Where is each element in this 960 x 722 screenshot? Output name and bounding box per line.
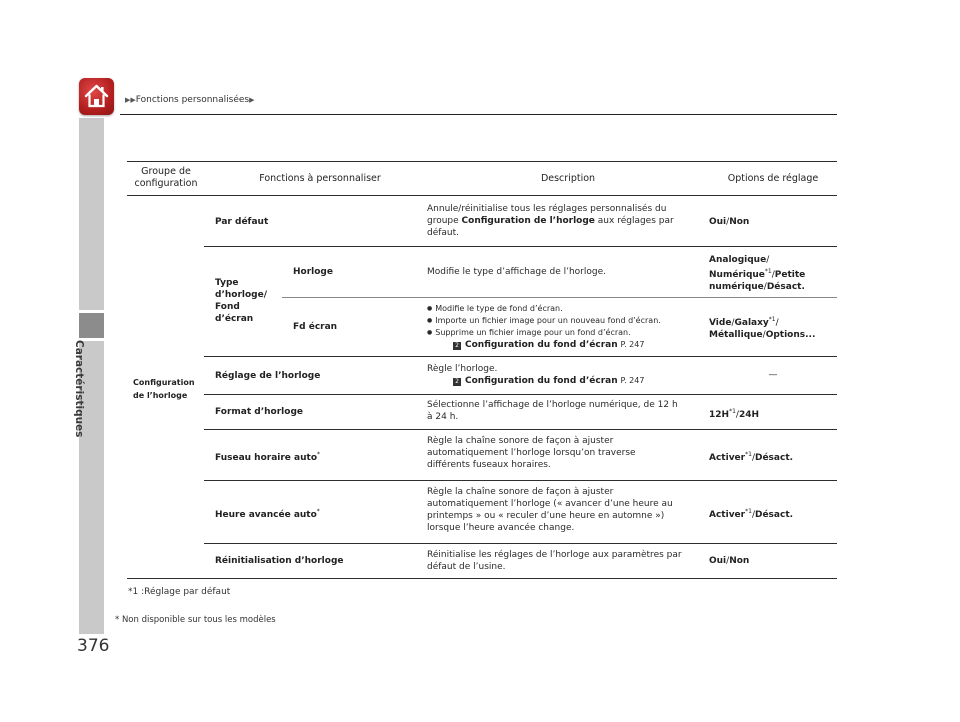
reference-link[interactable]: 2 Configuration du fond d’écran P. 247 — [427, 339, 709, 351]
reference-arrow-icon: 2 — [453, 342, 461, 350]
settings-table — [127, 161, 837, 579]
table-top-rule — [127, 161, 837, 162]
row-auto-dst-options: Activer$^{*1}$/Désact. — [709, 508, 794, 520]
row-clock-options: Analogique/ Numérique$^{*1}$/Petite numérique/Désact. — [709, 255, 806, 292]
row-reset-options: Oui/Non — [709, 556, 750, 566]
row-rule — [204, 394, 837, 395]
row-clock-format-name: Format d’horloge — [215, 407, 303, 417]
row-clock-setting-name: Réglage de l’horloge — [215, 371, 321, 381]
header-description: Description — [540, 173, 596, 184]
row-auto-timezone-name: Fuseau horaire auto* — [215, 451, 321, 463]
header-functions: Fonctions à personnaliser — [259, 173, 381, 184]
side-tab-bar-top — [79, 118, 104, 310]
bullet-item: ● Modifie le type de fond d’écran. — [427, 303, 709, 315]
row-rule — [204, 356, 837, 357]
footnote: *1 :Réglage par défaut — [128, 587, 231, 597]
reference-arrow-icon: 2 — [453, 378, 461, 386]
row-default-desc: Annule/réinitialise tous les réglages personnalisés du groupe Configuration de l’horloge aux réglages par défaut. — [427, 204, 674, 238]
row-clock-desc: Modifie le type d’affichage de l’horloge. — [427, 267, 606, 277]
row-rule — [204, 246, 837, 247]
header-options: Options de réglage — [727, 173, 819, 184]
row-wallpaper-desc — [427, 303, 709, 351]
home-button[interactable] — [79, 78, 114, 115]
breadcrumb-text[interactable]: Fonctions personnalisées — [135, 95, 250, 105]
home-icon — [83, 83, 110, 110]
breadcrumb-arrows-icon: ▶▶ — [125, 96, 136, 104]
page-number: 376 — [77, 636, 110, 656]
row-auto-timezone-desc: Règle la chaîne sonore de façon à ajuster automatiquement l’horloge lorsqu’on traverse différents fuseaux horaires. — [427, 436, 636, 470]
group-label: Configuration de l’horloge — [133, 378, 195, 400]
header-bottom-rule — [127, 195, 837, 196]
row-reset-desc: Réinitialise les réglages de l’horloge aux paramètres par défaut de l’usine. — [427, 550, 682, 572]
row-default-options: Oui/Non — [709, 217, 750, 227]
row-clock-format-options: $12H^{*1}/24H$ — [709, 408, 759, 420]
side-tab-active[interactable] — [79, 313, 104, 338]
row-auto-timezone-options: Activer$^{*1}$/Désact. — [709, 451, 794, 463]
reference-link[interactable]: 2 Configuration du fond d’écran P. 247 — [427, 375, 709, 387]
bullet-item: ● Supprime un fichier image pour un fond d’écran. — [427, 327, 709, 339]
header-rule — [120, 114, 837, 115]
availability-note: * Non disponible sur tous les modèles — [115, 615, 276, 625]
header-group: Groupe de configuration — [134, 166, 198, 189]
row-rule — [204, 429, 837, 430]
table-bottom-rule — [127, 578, 837, 579]
row-rule — [204, 480, 837, 481]
breadcrumb-end-arrow-icon: ▶ — [249, 96, 255, 104]
row-clock-setting-desc: Règle l’horloge. 2 Configuration du fond d’écran P. 247 — [427, 363, 709, 387]
row-reset-name: Réinitialisation d’horloge — [215, 556, 344, 566]
row-clock-name: Horloge — [293, 267, 333, 277]
row-auto-dst-name: Heure avancée auto* — [215, 508, 320, 520]
row-wallpaper-name: Fd écran — [293, 322, 338, 332]
row-clock-setting-options: — — [768, 370, 778, 380]
row-rule — [282, 297, 837, 298]
row-wallpaper-options: Vide/Galaxy$^{*1}$/ Métallique/Options... — [709, 316, 816, 340]
row-default-name: Par défaut — [215, 217, 269, 227]
row-rule — [204, 543, 837, 544]
row-type-name: Type d’horloge/ Fond d’écran — [215, 278, 267, 324]
row-auto-dst-desc: Règle la chaîne sonore de façon à ajuster automatiquement l’horloge (« avancer d’une heure au printemps » ou « reculer d’une heure en automne ») lorsque l’heure avancée change. — [427, 487, 673, 533]
bullet-item: ● Importe un fichier image pour un nouveau fond d’écran. — [427, 315, 709, 327]
breadcrumb[interactable] — [125, 95, 255, 105]
row-clock-format-desc: Sélectionne l’affichage de l’horloge numérique, de 12 h à 24 h. — [427, 400, 678, 422]
